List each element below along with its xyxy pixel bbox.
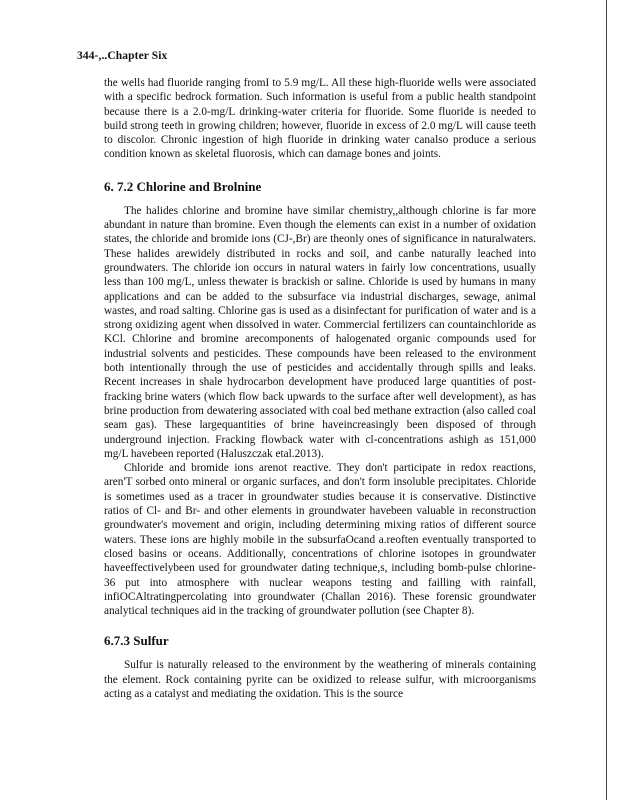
section-heading-sulfur: 6.7.3 Sulfur xyxy=(104,633,169,649)
section-heading-chlorine: 6. 7.2 Chlorine and Brolnine xyxy=(104,178,262,194)
paragraph-sulfur: Sulfur is naturally released to the environment by the weathering of minerals containing the element. Rock containing pyrite can be oxidized to release sulfur, with microorganisms acting as a catalyst and mediating the oxidation. This is the source xyxy=(104,659,536,700)
running-head: 344-,..Chapter Six xyxy=(77,50,168,62)
paragraph-conservative-ions: Chloride and bromide ions arenot reactive. They don't participate in redox reactions, aren'T sorbed onto mineral or organic surfaces, and don't form insoluble precipitates. Chloride is sometimes used as a tracer in groundwater studies because it is conservative. Distinctive ratios of Cl- and Br- and other elements in groundwater havebeen valuable in reconstruction groundwater's movement and origin, including determining mixing ratios of different source waters. These ions are highly mobile in the subsurfaOcand a.reoften eventually transported to closed basins or oceans. Additionally, concentrations of chlorine isotopes in groundwater haveeffectivelybeen used for groundwater dating technique,s, including bomb-pulse chlorine-36 put into atmosphere with nuclear weapons testing and failling with rainfall, infiOCAltratingpercolating into groundwater (Challan 2016). These forensic groundwater analytical techniques aid in the tracking of groundwater pollution (see Chapter 8). xyxy=(104,462,536,618)
paragraph-halides: The halides chlorine and bromine have similar chemistry,,although chlorine is far more abundant in nature than bromine. Even though the elements can exist in a number of oxidation states, the chloride and bromide ions (CJ-,Br) are theonly ones of significance in naturalwaters. These halides arewidely distributed in rocks and soil, and canbe naturally leached into groundwaters. The chloride ion occurs in natural waters in fairly low concentrations, usually less than 100 mg/L, unless thewater is brackish or saline. Chloride is used by humans in many applications and can be added to the subsurface via industrial discharges, sewage, animal wastes, and road salting. Chlorine gas is used as a disinfectant for purification of water and is a strong oxidizing agent when dissolved in water. Commercial fertilizers can countainchloride as KCl. Chlorine and bromine arecomponents of halogenated organic compounds used for industrial solvents and pesticides. These compounds have been released to the environment both intentionally through the use of pesticides and accidentally through spills and leaks. Recent increases in shale hydrocarbon development have produced large quantities of post-fracking brine waters (which flow back upwards to the surface after well development), as has brine production from dewatering associated with coal bed methane extraction (also called coal seam gas). These largequantities of brine haveincreasingly been disposed of through underground injection. Fracking flowback water with cl-concentrations ashigh as 151,000 mg/L havebeen reported (Haluszczak etal.2013). xyxy=(104,204,536,460)
page-body xyxy=(104,76,536,701)
paragraph-fluoride: the wells had fluoride ranging fromI to 5.9 mg/L. All these high-fluoride wells were associated with a specific bedrock formation. Such information is useful from a public health standpoint because there is a 2.0-mg/L drinking-water criteria for fluoride. Some fluoride is needed to build strong teeth in growing children; however, fluoride in excess of 2.0 mg/L will cause teeth to discolor. Chronic ingestion of high fluoride in drinking water canalso produce a serious condition known as skeletal fluorosis, which can damage bones and joints. xyxy=(104,77,536,161)
page-edge-rule xyxy=(606,0,607,800)
